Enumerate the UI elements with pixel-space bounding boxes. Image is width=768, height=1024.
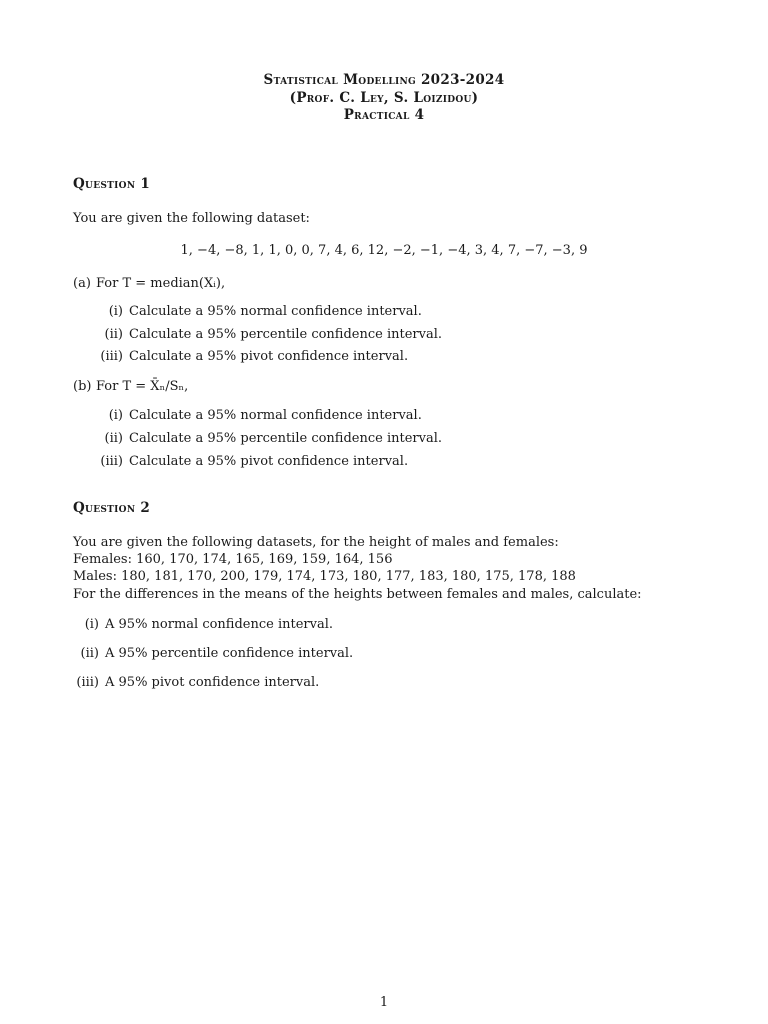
document-authors: (Prof. C. Ley, S. Loizidou) [289,90,479,106]
question-2-heading: Question 2 [73,500,151,516]
part-a-item-number: (iii) [100,349,123,364]
part-b-item-number: (ii) [104,431,123,446]
question-2-instruction: For the differences in the means of the heights between females and males, calculate: [73,587,642,602]
part-a-item-text: Calculate a 95% pivot confidence interval. [129,349,409,364]
part-a-text: For T = median(Xᵢ), [96,276,226,291]
part-b-item-number: (i) [108,408,123,423]
question-2-item-number: (ii) [80,646,99,661]
part-b-text: For T = X̄ₙ/Sₙ, [96,379,189,394]
part-a-item-text: Calculate a 95% percentile confidence interval. [129,327,443,342]
question-1-intro: You are given the following dataset: [73,211,310,226]
question-2-item-text: A 95% pivot confidence interval. [105,675,320,690]
males-dataset: Males: 180, 181, 170, 200, 179, 174, 173, 180, 177, 183, 180, 175, 178, 188 [73,569,576,584]
question-2-item-text: A 95% normal confidence interval. [105,617,334,632]
part-a-item-number: (ii) [104,327,123,342]
question-2-item-number: (i) [84,617,99,632]
part-a-label: (a) [73,276,91,291]
question-2-item-number: (iii) [76,675,99,690]
document-title: Statistical Modelling 2023-2024 [263,72,505,88]
part-b-item-number: (iii) [100,454,123,469]
document-subtitle: Practical 4 [343,107,425,123]
part-b-item-text: Calculate a 95% pivot confidence interval. [129,454,409,469]
question-1-heading: Question 1 [73,176,151,192]
part-b-label: (b) [73,379,92,394]
part-b-item-text: Calculate a 95% normal confidence interval. [129,408,422,423]
part-a-item-number: (i) [108,304,123,319]
question-2-intro: You are given the following datasets, for the height of males and females: [73,535,559,550]
part-a-item-text: Calculate a 95% normal confidence interval. [129,304,422,319]
part-b-item-text: Calculate a 95% percentile confidence interval. [129,431,443,446]
females-dataset: Females: 160, 170, 174, 165, 169, 159, 164, 156 [73,552,393,567]
question-2-item-text: A 95% percentile confidence interval. [105,646,354,661]
question-1-dataset: 1, −4, −8, 1, 1, 0, 0, 7, 4, 6, 12, −2, −1, −4, 3, 4, 7, −7, −3, 9 [180,243,588,258]
page-number: 1 [379,995,389,1010]
